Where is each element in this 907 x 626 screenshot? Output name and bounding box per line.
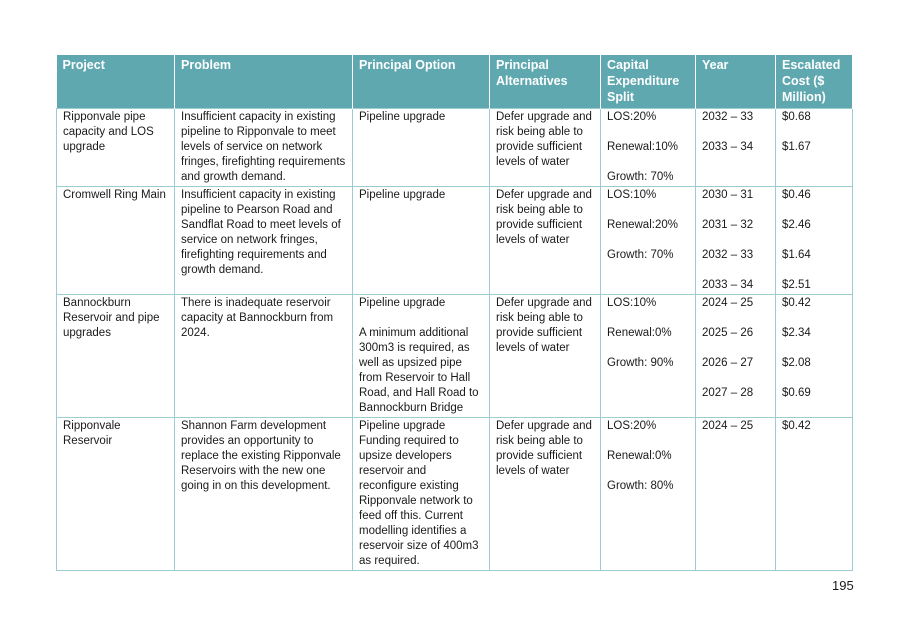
- line-gap: [607, 434, 689, 449]
- line-gap: [702, 341, 769, 356]
- principal-option-cell: [353, 187, 490, 295]
- option-text: Pipeline upgrade Funding required to upsize developers reservoir and reconfigure existing Ripponvale network to feed off this. Current modelling identifies a reservoir size of 400m3 as required.: [359, 420, 479, 567]
- expenditure-split-cell: [601, 109, 696, 187]
- table-body: [57, 109, 853, 571]
- split-value: Renewal:0%: [607, 450, 672, 462]
- year-value: 2032 – 33: [702, 249, 754, 261]
- split-value: LOS:10%: [607, 189, 657, 201]
- header-problem: Problem: [175, 55, 353, 109]
- line-gap: [782, 371, 846, 386]
- header-principal-option: Principal Option: [353, 55, 490, 109]
- line-gap: [702, 125, 769, 140]
- year-cell: [696, 295, 776, 418]
- year-value: 2032 – 33: [702, 111, 754, 123]
- cost-value: $0.69: [782, 387, 811, 399]
- cost-cell: [776, 295, 853, 418]
- cost-value: $0.42: [782, 297, 811, 309]
- problem-cell: Shannon Farm development provides an opportunity to replace the existing Ripponvale Reservoirs with the new one going in on this development.: [175, 418, 353, 571]
- year-value: 2030 – 31: [702, 189, 754, 201]
- project-cell: Cromwell Ring Main: [57, 187, 175, 295]
- year-cell: [696, 418, 776, 571]
- split-value: LOS:20%: [607, 111, 657, 123]
- year-value: 2025 – 26: [702, 327, 754, 339]
- expenditure-split-cell: [601, 187, 696, 295]
- year-value: 2024 – 25: [702, 297, 754, 309]
- line-gap: [782, 233, 846, 248]
- principal-option-cell: [353, 295, 490, 418]
- project-cell: Ripponvale pipe capacity and LOS upgrade: [57, 109, 175, 187]
- split-value: LOS:10%: [607, 297, 657, 309]
- cost-value: $2.46: [782, 219, 811, 231]
- year-value: 2026 – 27: [702, 357, 754, 369]
- expenditure-split-cell: [601, 418, 696, 571]
- page-number: 195: [832, 578, 854, 593]
- line-gap: [607, 203, 689, 218]
- line-gap: [607, 125, 689, 140]
- cost-value: $2.34: [782, 327, 811, 339]
- cost-cell: [776, 418, 853, 571]
- expenditure-split-cell: [601, 295, 696, 418]
- option-text: Pipeline upgrade: [359, 111, 446, 123]
- alternatives-cell: Defer upgrade and risk being able to provide sufficient levels of water: [490, 295, 601, 418]
- table-header-row: [57, 55, 853, 109]
- header-escalated-cost: Escalated Cost ($ Million): [776, 55, 853, 109]
- line-gap: [607, 341, 689, 356]
- cost-value: $2.08: [782, 357, 811, 369]
- year-cell: [696, 109, 776, 187]
- alternatives-cell: Defer upgrade and risk being able to provide sufficient levels of water: [490, 187, 601, 295]
- capital-projects-table: [56, 55, 853, 571]
- option-text: Pipeline upgrade: [359, 297, 446, 309]
- project-cell: Bannockburn Reservoir and pipe upgrades: [57, 295, 175, 418]
- table-row: [57, 295, 853, 418]
- line-gap: [782, 263, 846, 278]
- split-value: Renewal:0%: [607, 327, 672, 339]
- line-gap: [607, 233, 689, 248]
- problem-cell: Insufficient capacity in existing pipeline to Pearson Road and Sandflat Road to meet levels of service on network fringes, firefighting requirements and growth demand.: [175, 187, 353, 295]
- cost-value: $0.68: [782, 111, 811, 123]
- line-gap: [702, 371, 769, 386]
- table-row: [57, 187, 853, 295]
- alternatives-cell: Defer upgrade and risk being able to provide sufficient levels of water: [490, 418, 601, 571]
- project-cell: Ripponvale Reservoir: [57, 418, 175, 571]
- line-gap: [702, 263, 769, 278]
- line-gap: [782, 311, 846, 326]
- cost-value: $1.67: [782, 141, 811, 153]
- split-value: LOS:20%: [607, 420, 657, 432]
- principal-option-cell: [353, 418, 490, 571]
- year-value: 2031 – 32: [702, 219, 754, 231]
- option-text: A minimum additional 300m3 is required, as well as upsized pipe from Reservoir to Hall Road, and Hall Road to Bannockburn Bridge: [359, 327, 479, 414]
- split-value: Growth: 80%: [607, 480, 674, 492]
- split-value: Growth: 70%: [607, 249, 674, 261]
- line-gap: [607, 155, 689, 170]
- table-row: [57, 109, 853, 187]
- header-principal-alternatives: Principal Alternatives: [490, 55, 601, 109]
- alternatives-cell: Defer upgrade and risk being able to provide sufficient levels of water: [490, 109, 601, 187]
- cost-value: $0.42: [782, 420, 811, 432]
- split-value: Growth: 70%: [607, 171, 674, 183]
- year-value: 2024 – 25: [702, 420, 754, 432]
- year-cell: [696, 187, 776, 295]
- cost-value: $1.64: [782, 249, 811, 261]
- split-value: Renewal:10%: [607, 141, 678, 153]
- line-gap: [607, 464, 689, 479]
- header-capital-expenditure-split: Capital Expenditure Split: [601, 55, 696, 109]
- line-gap: [702, 311, 769, 326]
- split-value: Renewal:20%: [607, 219, 678, 231]
- problem-cell: There is inadequate reservoir capacity at Bannockburn from 2024.: [175, 295, 353, 418]
- line-gap: [607, 311, 689, 326]
- year-value: 2033 – 34: [702, 279, 754, 291]
- line-gap: [782, 341, 846, 356]
- line-gap: [782, 203, 846, 218]
- year-value: 2033 – 34: [702, 141, 754, 153]
- principal-option-cell: [353, 109, 490, 187]
- problem-cell: Insufficient capacity in existing pipeline to Ripponvale to meet levels of service on network fringes, firefighting requirements and growth demand.: [175, 109, 353, 187]
- option-text: Pipeline upgrade: [359, 189, 446, 201]
- cost-value: $0.46: [782, 189, 811, 201]
- year-value: 2027 – 28: [702, 387, 754, 399]
- cost-value: $2.51: [782, 279, 811, 291]
- split-value: Growth: 90%: [607, 357, 674, 369]
- line-gap: [702, 233, 769, 248]
- header-year: Year: [696, 55, 776, 109]
- line-gap: [702, 203, 769, 218]
- header-project: Project: [57, 55, 175, 109]
- line-gap: [782, 125, 846, 140]
- line-gap: [359, 311, 483, 326]
- cost-cell: [776, 109, 853, 187]
- table-row: [57, 418, 853, 571]
- cost-cell: [776, 187, 853, 295]
